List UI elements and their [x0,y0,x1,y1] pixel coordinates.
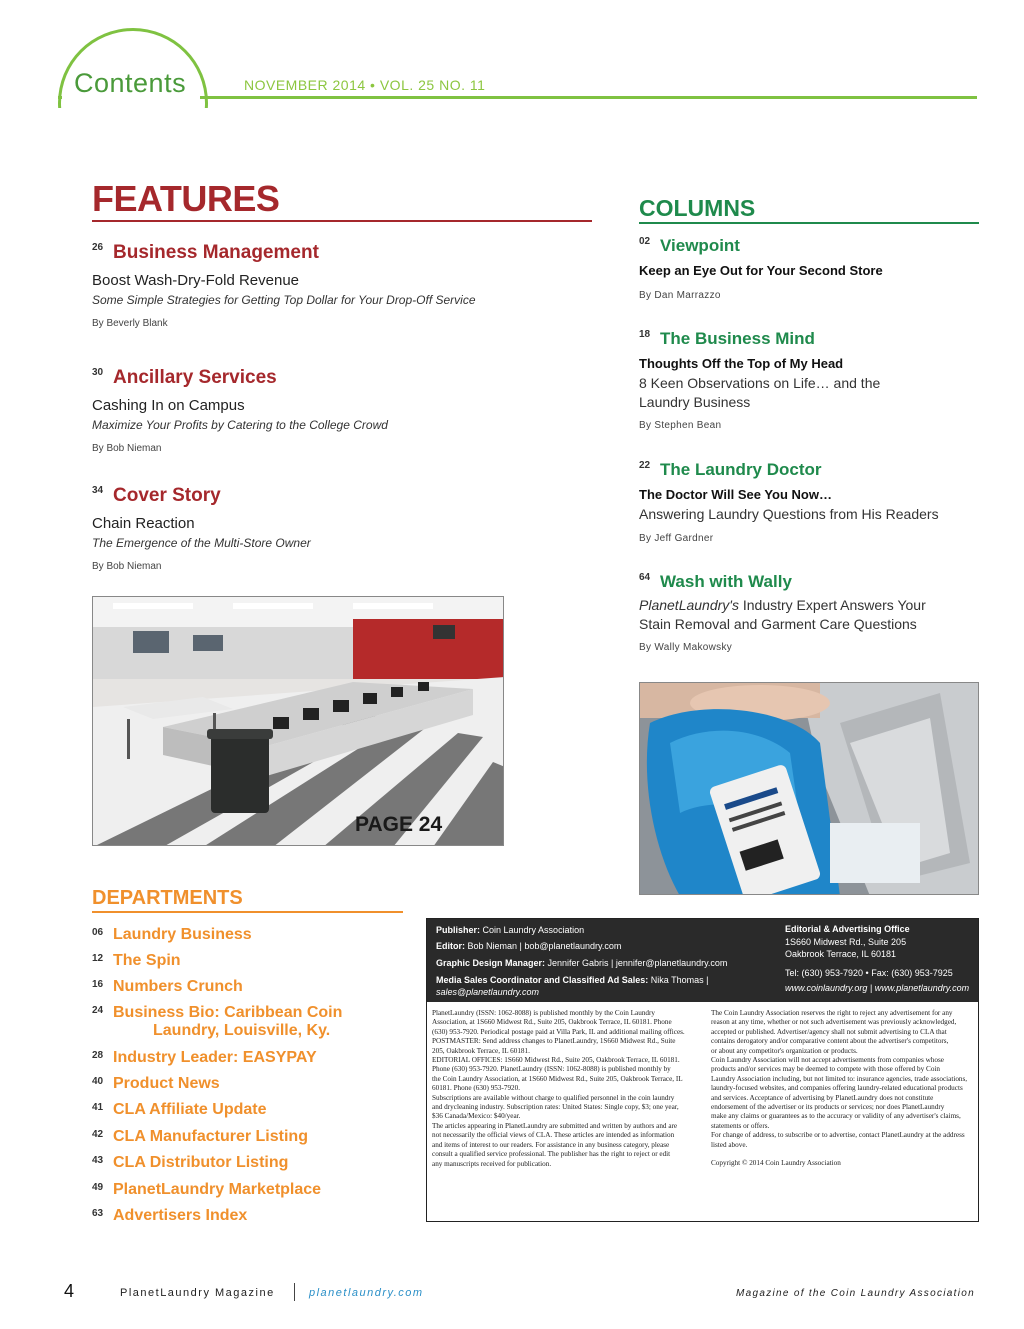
department-item[interactable] [92,1100,412,1122]
fine-line: any manuscripts received for publication. [432,1159,552,1168]
feature-byline: By Beverly Blank [92,318,168,329]
sales-value: Nika Thomas | [648,975,709,985]
column-subhead [639,596,926,615]
website-link[interactable]: planetlaundry.com [309,1287,424,1299]
fine-line: Phone (630) 953-7920. PlanetLaundry (ISSN: 1062-8088) is published monthly by [432,1065,671,1074]
page-number: 26 [92,242,104,253]
publisher-line [436,925,584,935]
fine-line: endorsement of the advertiser or its products or services; nor does PlanetLaundry [711,1103,945,1112]
column-byline: By Jeff Gardner [639,533,714,544]
fine-line: POSTMASTER: Send address changes to PlanetLaundry, 1S660 Midwest Rd., Suite [432,1037,676,1046]
departments-rule [92,911,403,913]
feature-category: Ancillary Services [113,367,277,388]
fine-line: contains derogatory and/or comparative content about the advertiser's competitors, [711,1037,949,1046]
department-label: CLA Affiliate Update [113,1101,267,1118]
fine-line: EDITORIAL OFFICES: 1S660 Midwest Rd., Suite 205, Oakbrook Terrace, IL 60181. [432,1056,680,1065]
fine-line: Association, at 1S660 Midwest Rd., Suite 205, Oakbrook Terrace, IL 60181. Phone [432,1018,672,1027]
column-category: The Laundry Doctor [660,460,822,479]
column-subhead: Laundry Business [639,394,751,410]
fine-line: PlanetLaundry (ISSN: 1062-8088) is published monthly by the Coin Laundry [432,1009,655,1017]
fine-line: accepted or published. Advertiser/agency shall not submit advertising to CLA that [711,1027,947,1036]
copyright: Copyright © 2014 Coin Laundry Association [711,1159,841,1168]
association-tagline: Magazine of the Coin Laundry Association [736,1288,975,1299]
department-item[interactable] [92,1180,412,1202]
fine-line: laundry-focused websites, and companies offering laundry-related educational products [711,1084,963,1093]
publisher-value: Coin Laundry Association [480,925,585,935]
column-headline: Keep an Eye Out for Your Second Store [639,263,883,278]
fine-line: and drycleaning industry. Subscription rates: United States: Single copy, $3; one year, [432,1103,679,1112]
section-label: Contents [74,68,187,98]
column-item[interactable] [639,460,979,550]
column-byline: By Wally Makowsky [639,642,733,653]
page-number: 34 [92,485,104,496]
sales-line [436,975,708,985]
column-headline: Thoughts Off the Top of My Head [639,356,844,371]
department-item[interactable] [92,1206,412,1228]
fine-line: statements or offers. [711,1121,770,1130]
column-subhead: Stain Removal and Garment Care Questions [639,616,917,632]
editor-value: Bob Nieman | bob@planetlaundry.com [465,941,622,951]
feature-headline: Chain Reaction [92,515,195,532]
fine-line: products and/or services may be deemed to compete with those offered by Coin [711,1065,941,1074]
page-number: 16 [92,979,104,990]
feature-headline: Boost Wash-Dry-Fold Revenue [92,272,300,289]
footer-divider [294,1283,295,1301]
header-arc [58,28,208,178]
fine-line: the Coin Laundry Association, at 1S660 Midwest Rd., Suite 205, Oakbrook Terrace, IL [432,1074,683,1083]
departments-title: DEPARTMENTS [92,887,243,909]
sales-label: Media Sales Coordinator and Classified Ad Sales: [436,975,649,985]
department-item[interactable] [92,1074,412,1096]
column-category: The Business Mind [660,329,815,348]
feature-category: Business Management [113,242,319,263]
feature-item[interactable] [92,367,592,467]
wash-with-wally-photo[interactable] [639,682,979,895]
magazine-name: PlanetLaundry's [639,597,739,613]
feature-category: Cover Story [113,485,221,506]
issue-info: NOVEMBER 2014 • VOL. 25 NO. 11 [244,77,486,93]
feature-subhead: Maximize Your Profits by Catering to the College Crowd [92,418,388,432]
department-label: The Spin [113,952,181,969]
fine-line: or about any competitor's organization or products. [711,1046,858,1055]
fine-line: reason at any time, whether or not such advertisement was previously acknowledged, [711,1018,957,1027]
fine-line: and items of interest to our readers. For assistance in any business category, please [432,1140,670,1149]
page-number: 30 [92,367,104,378]
page-number: 18 [639,329,651,340]
fine-line: (630) 953-7920. Periodical postage paid at Villa Park, IL and additional mailing offices. [432,1027,685,1036]
feature-subhead: Some Simple Strategies for Getting Top Dollar for Your Drop-Off Service [92,293,476,307]
fine-line: make any claims or guarantees as to the accuracy or validity of any advertiser's claims, [711,1112,961,1121]
features-rule [92,220,592,222]
page-number: 40 [92,1076,104,1087]
masthead-box [426,918,979,1222]
office-phone: Tel: (630) 953-7920 • Fax: (630) 953-7925 [785,968,953,978]
office-address-1: 1S660 Midwest Rd., Suite 205 [785,937,907,947]
department-label: Product News [113,1075,220,1092]
page-number: 22 [639,460,651,471]
photo-caption: PAGE 24 [355,813,443,836]
design-value: Jennifer Gabris | jennifer@planetlaundry.com [545,958,728,968]
columns-title: COLUMNS [639,195,756,221]
department-label: CLA Manufacturer Listing [113,1128,308,1145]
feature-item[interactable] [92,485,592,585]
department-label: PlanetLaundry Marketplace [113,1181,322,1198]
fine-line: 205, Oakbrook Terrace, IL 60181. [432,1046,530,1055]
fine-line: Coin Laundry Association will not accept advertisements from companies whose [711,1056,944,1065]
department-label: Industry Leader: EASYPAY [113,1049,317,1066]
column-item[interactable] [639,329,979,439]
features-title: FEATURES [92,178,280,219]
fine-line: 60181. Phone (630) 953-7920. [432,1084,521,1093]
fine-line: not necessarily the official views of CLA. These articles are intended as information [432,1131,675,1140]
column-headline: The Doctor Will See You Now… [639,487,832,502]
office-title: Editorial & Advertising Office [785,924,910,934]
editor-line [436,941,621,951]
magazine-name: PlanetLaundry Magazine [120,1287,275,1299]
department-item[interactable] [92,1153,412,1175]
office-address-2: Oakbrook Terrace, IL 60181 [785,949,897,959]
feature-item[interactable] [92,242,592,342]
advertising-fine-print [711,1009,975,1169]
column-byline: By Dan Marrazzo [639,290,721,301]
columns-rule [639,222,979,224]
office-web: www.coinlaundry.org | www.planetlaundry.com [785,983,970,993]
column-category: Wash with Wally [660,572,792,591]
feature-byline: By Bob Nieman [92,561,162,572]
department-label-line2: Laundry, Louisville, Ky. [153,1022,331,1039]
department-label: Advertisers Index [113,1207,248,1224]
masthead-staff-panel [427,919,978,1002]
page-number: 41 [92,1102,104,1113]
editor-label: Editor: [436,941,465,951]
feature-subhead: The Emergence of the Multi-Store Owner [92,536,311,550]
fine-line: listed above. [711,1140,748,1149]
department-label: Laundry Business [113,926,252,943]
publisher-label: Publisher: [436,925,481,935]
design-label: Graphic Design Manager: [436,958,546,968]
header-rule-left [58,96,62,99]
page-number: 28 [92,1050,104,1061]
column-subhead: 8 Keen Observations on Life… and the [639,375,881,391]
page-number: 06 [92,927,104,938]
fine-line: The articles appearing in PlanetLaundry are submitted and written by authors and are [432,1121,678,1130]
department-item[interactable] [92,1003,412,1045]
fine-line: The Coin Laundry Association reserves the right to reject any advertisement for any [711,1009,953,1017]
fine-line: Subscriptions are available without charge to qualified personnel in the coin laundry [432,1093,675,1102]
detergent-illustration [640,683,979,895]
fine-line: and services. Acceptance of advertising by PlanetLaundry does not constitute [711,1093,934,1102]
header-rule [200,96,977,99]
feature-byline: By Bob Nieman [92,443,162,454]
page-number: 02 [639,236,651,247]
department-item[interactable] [92,1048,412,1070]
page-number: 64 [639,572,651,583]
cover-story-photo[interactable] [92,596,504,846]
design-line [436,958,727,968]
column-subhead-text: Industry Expert Answers Your [738,597,926,613]
department-label: Business Bio: Caribbean Coin [113,1004,343,1021]
page-number: 12 [92,953,104,964]
column-byline: By Stephen Bean [639,420,722,431]
page-number: 49 [92,1182,104,1193]
fine-line: consult a qualified service professional. The publisher has the right to reject or edit [432,1150,671,1159]
department-label: Numbers Crunch [113,978,243,995]
fine-line: For change of address, to subscribe or to advertise, contact PlanetLaundry at the address [711,1131,965,1140]
department-item[interactable] [92,925,412,947]
fine-line: Laundry Association including, but not limited to: insurance agencies, trade associations, [711,1074,968,1083]
page-number: 63 [92,1208,104,1219]
fine-line: $36 Canada/Mexico: $40/year. [432,1112,521,1121]
department-item[interactable] [92,977,412,999]
fine-line [711,1150,975,1159]
department-item[interactable] [92,1127,412,1149]
publication-fine-print [432,1009,702,1169]
sales-email: sales@planetlaundry.com [436,987,540,997]
laundromat-illustration [93,597,504,846]
feature-headline: Cashing In on Campus [92,397,245,414]
page-number: 42 [92,1129,104,1140]
page-number: 24 [92,1005,104,1016]
column-item[interactable] [639,236,979,306]
page-number-footer: 4 [64,1281,75,1301]
department-item[interactable] [92,951,412,973]
department-label: CLA Distributor Listing [113,1154,289,1171]
column-item[interactable] [639,572,979,662]
column-category: Viewpoint [660,236,740,255]
column-subhead: Answering Laundry Questions from His Readers [639,506,939,522]
page-number: 43 [92,1155,104,1166]
